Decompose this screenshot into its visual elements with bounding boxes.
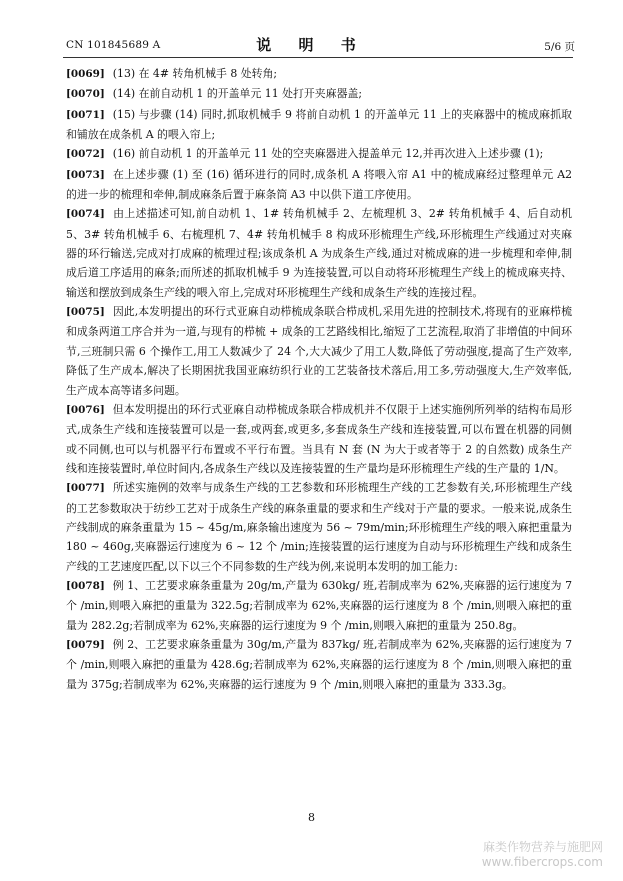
- paragraph: [66, 84, 572, 104]
- paragraph-text: 但本发明提出的环行式亚麻自动栉梳成条联合栉成机并不仅限于上述实施例所列举的结构布局形式,成条生产线和连接装置可以是一套,或两套,或更多,多套成条生产线和连接装置,可以布置在机器的同侧或不同侧,也可以与机器平行布置或不平行布置。当具有 N 套 (N 为大于或者等于 2 的自然数) 成条生产线和连接装置时,单位时间内,各成条生产线以及连接装置的生产量均是环形梳理生产线的生产量的 1/N。: [66, 402, 572, 475]
- publication-number: CN 101845689 A: [66, 39, 161, 51]
- page-header: [0, 34, 623, 56]
- paragraph-number: [0072]: [66, 148, 105, 161]
- paragraph: [66, 204, 572, 302]
- paragraph-text: 在上述步骤 (1) 至 (16) 循环进行的同时,成条机 A 将喂入帘 A1 中的梳成麻经过整理单元 A2 的进一步的梳理和牵伸,制成麻条后置于麻条筒 A3 中以供下道工序使用。: [66, 167, 572, 202]
- paragraph: [66, 478, 572, 576]
- paragraph: [66, 400, 572, 478]
- paragraph-number: [0071]: [66, 108, 105, 121]
- paragraph: [66, 64, 572, 84]
- paragraph-number: [0077]: [66, 482, 105, 495]
- paragraph-number: [0073]: [66, 168, 105, 181]
- page-indicator: 5/6 页: [544, 41, 575, 53]
- paragraph-text: (13) 在 4# 转角机械手 8 处转角;: [112, 67, 278, 80]
- document-body: [66, 64, 572, 694]
- paragraph: [66, 105, 572, 145]
- page-number: 8: [308, 811, 315, 824]
- paragraph: [66, 576, 572, 635]
- watermark-url: www.fibercrops.com: [481, 855, 603, 869]
- paragraph-text: (15) 与步骤 (14) 同时,抓取机械手 9 将前自动机 1 的开盖单元 11 上的夹麻器中的梳成麻抓取和铺放在成条机 A 的喂入帘上;: [66, 107, 572, 142]
- paragraph-text: (16) 前自动机 1 的开盖单元 11 处的空夹麻器进入提盖单元 12,并再次进入上述步骤 (1);: [112, 147, 544, 161]
- paragraph-text: (14) 在前自动机 1 的开盖单元 11 处打开夹麻器盖;: [112, 87, 363, 101]
- paragraph-number: [0074]: [66, 208, 105, 221]
- paragraph-text: 所述实施例的效率与成条生产线的工艺参数和环形梳理生产线的工艺参数有关,环形梳理生产线的工艺参数取决于纺纱工艺对于成条生产线的麻条重量的要求和生产线对于产量的要求。一般来说,成条生产线制成的麻条重量为 15 ~ 45g/m,麻条输出速度为 56 ~ 79m/min;环形梳理生产线的喂入麻把重量为 180 ~ 460g,夹麻器运行速度为 6 ~ 12 个 /min;连接装置的运行速度为自动与环形梳理生产线和成条生产线的工艺速度匹配,以下以三个不同参数的生产线为例,来说明本发明的加工能力:: [66, 481, 572, 573]
- watermark-site-name: 麻类作物营养与施肥网: [482, 840, 603, 854]
- paragraph-number: [0070]: [66, 88, 105, 101]
- paragraph: [66, 165, 572, 205]
- paragraph-number: [0079]: [66, 638, 105, 651]
- paragraph: [66, 635, 572, 694]
- document-title: 说 明 书: [256, 36, 367, 54]
- paragraph: [66, 302, 572, 400]
- header-divider: [63, 57, 573, 58]
- paragraph-number: [0076]: [66, 403, 105, 416]
- watermark: [482, 838, 603, 869]
- paragraph-text: 由上述描述可知,前自动机 1、1# 转角机械手 2、左梳理机 3、2# 转角机械手 4、后自动机 5、3# 转角机械手 6、右梳理机 7、4# 转角机械手 8 构成环形梳理生产线,环形梳理生产线通过对夹麻器的环行输送,完成对打成麻的梳理过程;该成条机 A 为成条生产线,通过对梳成麻的进一步梳理和牵伸,制成后道工序适用的麻条;而所述的抓取机械手 9 为连接装置,可以自动将环形梳理生产线上的梳成麻夹持、输送和摆放到成条生产线的喂入帘上,完成对环形梳理生产线和成条生产线的连接过程。: [66, 207, 572, 299]
- paragraph-number: [0075]: [66, 306, 105, 319]
- paragraph-text: 因此,本发明提出的环行式亚麻自动栉梳成条联合栉成机,采用先进的控制技术,将现有的亚麻栉梳和成条两道工序合并为一道,与现有的栉梳 + 成条的工艺路线相比,缩短了工艺流程,取消了非增值的中间环节,三班制只需 6 个操作工,用工人数减少了 24 个,大大减少了用工人数,降低了劳动强度,提高了生产效率,降低了生产成本,解决了长期困扰我国亚麻纺织行业的工艺装备技术落后,用工多,劳动强度大,生产效率低,生产成本高等诸多问题。: [66, 305, 572, 397]
- paragraph-number: [0069]: [66, 68, 105, 80]
- paragraph-text: 例 1、工艺要求麻条重量为 20g/m,产量为 630kg/ 班,若制成率为 62%,夹麻器的运行速度为 7 个 /min,则喂入麻把的重量为 322.5g;若制成率为 62%,夹麻器的运行速度为 8 个 /min,则喂入麻把的重量为 282.2g;若制成率为 62%,夹麻器的运行速度为 9 个 /min,则喂入麻把的重量为 250.8g。: [66, 578, 572, 632]
- paragraph: [66, 144, 572, 164]
- paragraph-text: 例 2、工艺要求麻条重量为 30g/m,产量为 837kg/ 班,若制成率为 62%,夹麻器的运行速度为 7 个 /min,则喂入麻把的重量为 428.6g;若制成率为 62%,夹麻器的运行速度为 8 个 /min,则喂入麻把的重量为 375g;若制成率为 62%,夹麻器的运行速度为 9 个 /min,则喂入麻把的重量为 333.3g。: [66, 637, 572, 691]
- paragraph-number: [0078]: [66, 579, 105, 592]
